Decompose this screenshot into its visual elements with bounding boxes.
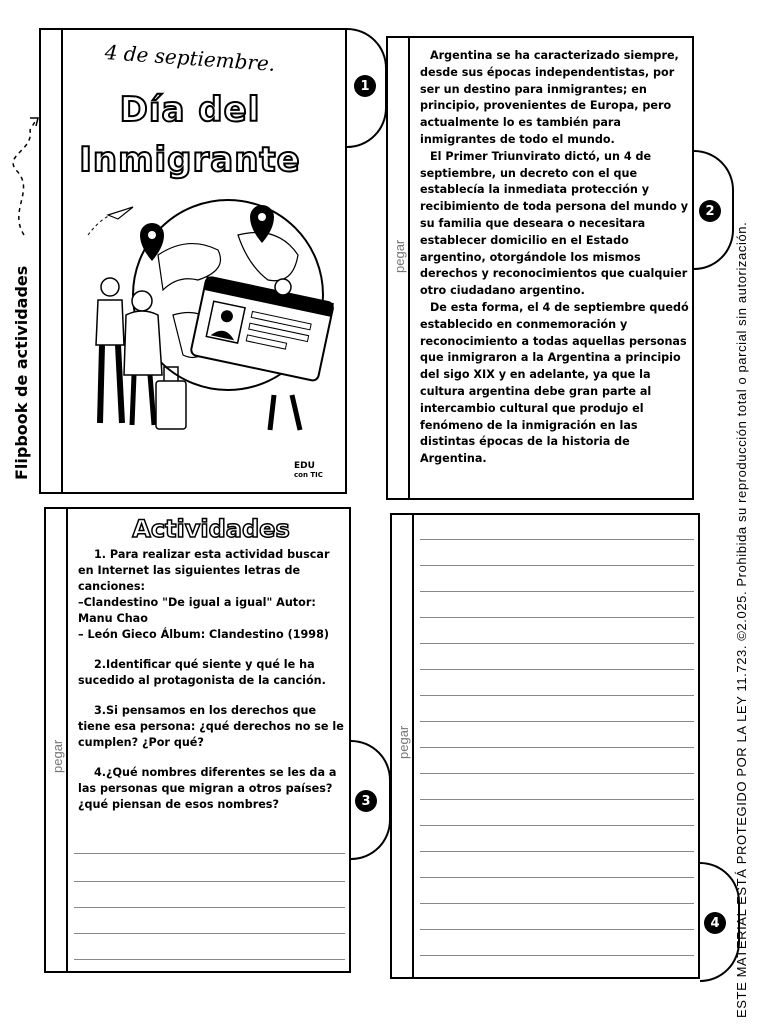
activities-title: Actividades: [132, 515, 290, 543]
answer-line: [74, 907, 345, 908]
cover-title-line2: Inmigrante: [79, 140, 301, 180]
answer-line: [420, 825, 694, 826]
answer-line: [74, 881, 345, 882]
activity-item-4: 4.¿Qué nombres diferentes se les da a las personas que migran a otros países? ¿qué piensan de esos nombres?: [78, 766, 337, 811]
answer-line: [420, 799, 694, 800]
answer-line: [420, 773, 694, 774]
activities-text: [78, 547, 348, 827]
answer-line: [420, 591, 694, 592]
song-1: –Clandestino "De igual a igual" Autor: Manu Chao: [78, 596, 316, 625]
answer-line: [420, 877, 694, 878]
activity-item-2: 2.Identificar qué siente y qué le ha sucedido al protagonista de la canción.: [78, 658, 326, 687]
pegar-label: pegar: [50, 739, 65, 773]
answer-line: [420, 643, 694, 644]
song-2: – León Gieco Álbum: Clandestino (1998): [78, 628, 329, 641]
lined-panel: [390, 513, 700, 979]
cover-date: 4 de septiembre.: [103, 40, 277, 76]
tab-number-4: 4: [704, 912, 726, 934]
answer-line: [420, 669, 694, 670]
flipbook-side-title: Flipbook de actividades: [12, 265, 31, 480]
answer-line: [74, 853, 345, 854]
answer-line: [420, 955, 694, 956]
activity-item-3: 3.Si pensamos en los derechos que tiene esa persona: ¿qué derechos no se le cumplen? ¿Por qué?: [78, 704, 344, 749]
answer-line: [420, 617, 694, 618]
tab-number-1: 1: [354, 75, 376, 97]
answer-line: [420, 539, 694, 540]
answer-line: [420, 851, 694, 852]
pegar-label: pegar: [396, 725, 411, 759]
logo-line2: con TIC: [294, 471, 323, 479]
dashed-arrow-icon: [6, 110, 42, 240]
answer-line: [420, 903, 694, 904]
history-text: [420, 48, 690, 468]
answer-line: [420, 565, 694, 566]
history-paragraph: El Primer Triunvirato dictó, un 4 de septiembre, un decreto con el que establecía la inmediata protección y recibimiento de toda persona del mundo y su familia que deseara o necesitara establecer domicilio en el Estado argentino, otorgándole los mismos derechos y reconocimientos que cualquier otro ciudadano argentino.: [420, 149, 689, 298]
tab-number-2: 2: [699, 200, 721, 222]
educontic-logo: [294, 462, 328, 480]
history-paragraph: Argentina se ha caracterizado siempre, desde sus épocas independentistas, por ser un destino para inmigrantes; en principio, provenientes de Europa, pero actualmente lo es también para inmigrantes de todo el mundo.: [420, 49, 679, 146]
history-paragraph: De esta forma, el 4 de septiembre quedó establecido en conmemoración y reconocimiento a todas aquellas personas que inmigraron a la Argentina a principio del sigo XIX y en adelante, ya que la cultura argentina debe gran parte al intercambio cultural que produjo el fenómeno de la inmigración en las distintas épocas de la historia de Argentina.: [420, 300, 689, 466]
suitcase-icon: [156, 381, 186, 429]
answer-line: [420, 929, 694, 930]
tab-number-3: 3: [355, 790, 377, 812]
pegar-label: pegar: [392, 239, 407, 273]
logo-line1: EDU: [294, 461, 315, 471]
answer-line: [420, 747, 694, 748]
activity-item-1: 1. Para realizar esta actividad buscar en Internet las siguientes letras de canciones:: [78, 548, 330, 593]
immigrants-illustration: [78, 195, 340, 445]
activities-panel: [44, 507, 351, 973]
cover-title-line1: Día del: [119, 90, 261, 130]
answer-line: [74, 933, 345, 934]
answer-line: [420, 721, 694, 722]
answer-line: [420, 695, 694, 696]
copyright-notice: ESTE MATERIAL ESTÁ PROTEGIDO POR LA LEY 11.723. ©2.025. Prohibida su reproducción total o parcial sin autorización.: [734, 221, 749, 1018]
answer-line: [74, 959, 345, 960]
history-panel: [386, 36, 694, 500]
